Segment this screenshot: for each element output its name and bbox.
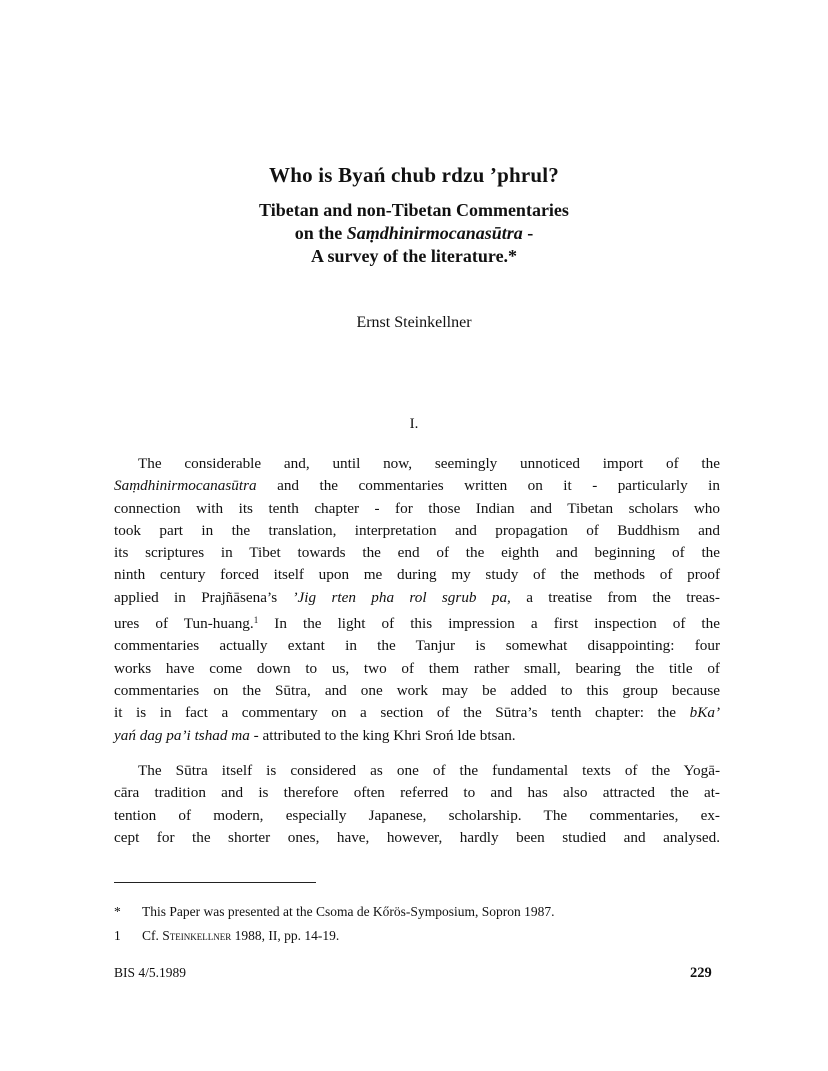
text-line: ninth century forced itself upon me during my study of the methods of proof [114, 566, 720, 584]
paragraph-1 [114, 453, 720, 747]
text-line: it is in fact a commentary on a section of the Sūtra’s tenth chapter: the bKa’ [114, 704, 720, 722]
text-line: tention of modern, especially Japanese, scholarship. The commentaries, ex- [114, 806, 720, 824]
journal-reference: BIS 4/5.1989 [114, 965, 187, 980]
footnote-mark: * [114, 904, 121, 919]
text-line: The Sūtra itself is considered as one of the fundamental texts of the Yogā- [138, 762, 720, 779]
subtitle-line-1: Tibetan and non-Tibetan Commentaries [259, 200, 569, 220]
section-heading: I. [409, 416, 419, 432]
text-line: Saṃdhinirmocanasūtra and the commentaries written on it - particularly in [114, 477, 720, 495]
text-line: yań dag pa’i tshad ma - attributed to the king Khri Sroń lde btsan. [114, 726, 516, 744]
page-number: 229 [690, 965, 712, 981]
footnote-text: This Paper was presented at the Csoma de Kőrös-Symposium, Sopron 1987. [142, 904, 555, 919]
text-line: commentaries actually extant in the Tanjur is somewhat disappointing: four [114, 637, 720, 655]
footnote-ref: 1 [253, 615, 259, 626]
text-line: took part in the translation, interpretation and propagation of Buddhism and [114, 521, 720, 539]
text-line: cept for the shorter ones, have, however, hardly been studied and analysed. [114, 828, 720, 846]
subtitle-line-3: A survey of the literature.* [310, 246, 518, 266]
article-title: Who is Byań chub rdzu ’phrul? [269, 163, 559, 187]
author-name: Ernst Steinkellner [356, 314, 472, 331]
footnote [114, 928, 339, 944]
text-line: works have come down to us, two of them rather small, bearing the title of [114, 659, 720, 677]
footnote-separator [114, 882, 316, 883]
footnote [114, 904, 554, 920]
paragraph-2 [114, 760, 720, 849]
text-line: cāra tradition and is therefore often referred to and has also attracted the at- [114, 784, 720, 802]
footnote-text: Cf. Steinkellner 1988, II, pp. 14-19. [142, 928, 340, 943]
text-line: ures of Tun-huang.$^1$ In the light of this impression a first inspection of the [114, 615, 720, 633]
article-subtitle [0, 199, 828, 268]
subtitle-line-2: on the Saṃdhinirmocanasūtra - [294, 223, 534, 243]
text-line: applied in Prajñāsena’s ’Jig rten pha rol sgrub pa, a treatise from the treas- [114, 588, 720, 606]
text-line: connection with its tenth chapter - for those Indian and Tibetan scholars who [114, 499, 720, 517]
text-line: commentaries on the Sūtra, and one work may be added to this group because [114, 681, 720, 699]
text-line: The considerable and, until now, seemingly unnoticed import of the [138, 455, 720, 472]
footnote-mark: 1 [114, 928, 121, 943]
text-line: its scriptures in Tibet towards the end of the eighth and beginning of the [114, 544, 720, 562]
